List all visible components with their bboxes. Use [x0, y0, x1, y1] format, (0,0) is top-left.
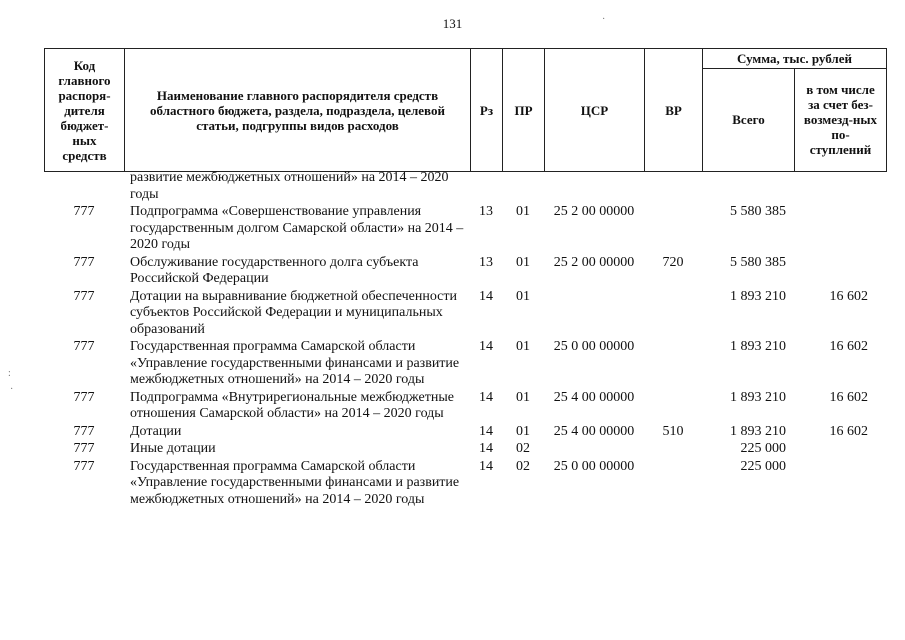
cell-name: Государственная программа Самарской области «Управление государственными финансами и развитие межбюджетных отношений» на 2014 – 2020 годы — [130, 458, 460, 507]
cell-code: 777 — [73, 288, 95, 304]
table-header — [44, 48, 887, 172]
header-sum: Сумма, тыс. рублей — [703, 49, 887, 69]
cell-pr: 01 — [516, 288, 530, 304]
cell-rz: 13 — [479, 204, 493, 219]
cell-name: Подпрограмма «Внутрирегиональные межбюджетные отношения Самарской области» на 2014 – 2020 годы — [130, 389, 454, 421]
cell-total: 1 893 210 — [730, 339, 786, 354]
cell-pr: 01 — [516, 389, 530, 405]
cell-vr — [644, 204, 702, 254]
header-total: Всего — [703, 68, 795, 171]
table-row — [44, 390, 886, 423]
cell-total — [702, 170, 794, 203]
cell-vr — [644, 170, 702, 203]
cell-code — [44, 170, 124, 203]
cell-code: 777 — [73, 423, 95, 439]
scan-mark: · — [602, 14, 606, 25]
cell-name: Дотации на выравнивание бюджетной обеспеченности субъектов Российской Федерации и муниципальных образований — [130, 288, 457, 337]
cell-csr — [544, 441, 644, 458]
cell-vr — [644, 441, 702, 458]
header-name: Наименование главного распорядителя средств областного бюджета, раздела, подраздела, целевой статьи, подгруппы видов расходов — [125, 49, 471, 172]
cell-vr — [644, 390, 702, 423]
cell-pr: 01 — [516, 339, 530, 354]
cell-pr: 01 — [516, 204, 530, 219]
cell-pr — [502, 170, 544, 203]
cell-vr: 510 — [662, 423, 684, 439]
cell-total: 1 893 210 — [730, 288, 786, 304]
cell-code: 777 — [73, 389, 95, 405]
cell-rz — [470, 170, 502, 203]
cell-name: Обслуживание государственного долга субъекта Российской Федерации — [130, 254, 419, 286]
cell-rz: 14 — [479, 458, 493, 474]
page-number: 131 — [442, 16, 463, 31]
cell-name: развитие межбюджетных отношений» на 2014 – 2020 годы — [130, 170, 449, 202]
cell-code: 777 — [73, 458, 95, 474]
table-row — [44, 459, 886, 509]
cell-name: Государственная программа Самарской области «Управление государственными финансами и развитие межбюджетных отношений» на 2014 – 2020 годы — [130, 339, 460, 387]
cell-total: 5 580 385 — [730, 204, 786, 219]
table-row — [44, 289, 886, 339]
table-row — [44, 204, 886, 254]
cell-csr — [544, 289, 644, 339]
cell-rz: 14 — [479, 423, 493, 439]
cell-rz: 14 — [479, 288, 493, 304]
cell-csr: 25 0 00 00000 — [553, 339, 635, 354]
cell-free: 16 602 — [829, 288, 868, 304]
cell-free: 16 602 — [829, 389, 868, 405]
header-csr: ЦСР — [545, 49, 645, 172]
cell-rz: 14 — [479, 441, 493, 456]
cell-free — [794, 170, 886, 203]
cell-free — [794, 441, 886, 458]
cell-code: 777 — [73, 254, 95, 270]
cell-total: 225 000 — [740, 458, 786, 474]
header-vr: ВР — [645, 49, 703, 172]
cell-name: Иные дотации — [130, 441, 216, 456]
table-body — [44, 170, 886, 509]
cell-free: 16 602 — [829, 339, 868, 354]
cell-csr — [544, 170, 644, 203]
cell-pr: 01 — [516, 254, 530, 270]
cell-free — [794, 204, 886, 254]
table-row — [44, 255, 886, 288]
cell-pr: 01 — [516, 423, 530, 439]
cell-total: 1 893 210 — [730, 423, 786, 439]
cell-total: 225 000 — [740, 441, 786, 456]
cell-pr: 02 — [516, 458, 530, 474]
cell-code: 777 — [73, 339, 95, 354]
cell-free — [794, 255, 886, 288]
cell-csr: 25 2 00 00000 — [553, 204, 635, 219]
table-row — [44, 170, 886, 203]
table-row — [44, 424, 886, 441]
cell-rz: 13 — [479, 254, 493, 270]
cell-csr: 25 4 00 00000 — [553, 423, 635, 439]
cell-rz: 14 — [479, 389, 493, 405]
cell-total: 1 893 210 — [730, 389, 786, 405]
table-row — [44, 339, 886, 389]
cell-csr: 25 4 00 00000 — [553, 389, 635, 405]
cell-csr: 25 0 00 00000 — [553, 458, 635, 474]
cell-code: 777 — [73, 204, 95, 219]
header-free: в том числе за счет без-возмезд-ных по-ступлений — [795, 68, 887, 171]
cell-name: Подпрограмма «Совершенствование управления государственным долгом Самарской области» на 2014 – 2020 годы — [130, 204, 464, 252]
cell-free — [794, 459, 886, 509]
cell-vr — [644, 289, 702, 339]
table-row — [44, 441, 886, 458]
cell-vr — [644, 339, 702, 389]
header-pr: ПР — [503, 49, 545, 172]
cell-code: 777 — [73, 441, 95, 456]
cell-csr: 25 2 00 00000 — [553, 254, 635, 270]
header-rz: Рз — [471, 49, 503, 172]
cell-vr — [644, 459, 702, 509]
cell-free: 16 602 — [829, 423, 868, 439]
cell-total: 5 580 385 — [730, 254, 786, 270]
header-code: Код главного распоря-дителя бюджет-ных средств — [45, 49, 125, 172]
scan-mark: · — [10, 384, 14, 395]
scan-mark: : — [8, 368, 11, 379]
cell-vr: 720 — [662, 254, 684, 270]
cell-pr: 02 — [516, 441, 530, 456]
cell-name: Дотации — [130, 423, 182, 439]
cell-rz: 14 — [479, 339, 493, 354]
